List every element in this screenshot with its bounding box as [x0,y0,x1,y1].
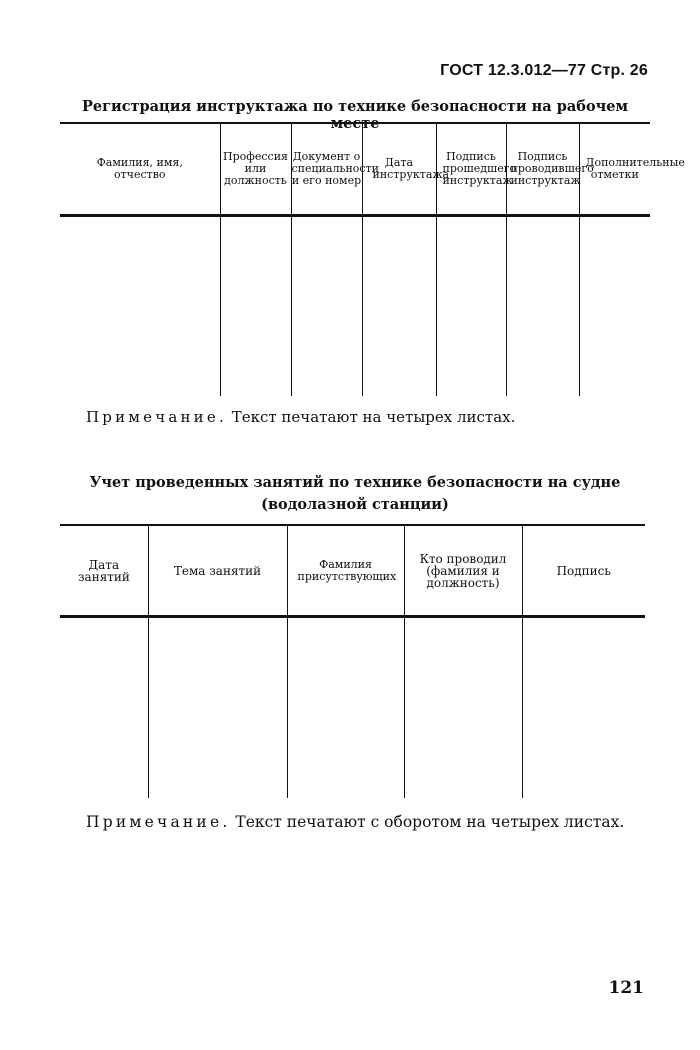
training-sessions-table [60,524,645,798]
column-header: Тема занятий [148,525,287,616]
page-number: 121 [608,978,644,998]
column-header: Кто проводил (фамилия и должность) [404,525,522,616]
column-header: Подпись проводившего инструктаж [506,123,579,215]
column-header: Дата инструктажа [362,123,436,215]
instruction-register-table [60,122,685,396]
column-header: Профессия или должность [220,123,291,215]
column-header: Фамилия, имя, отчество [60,123,220,215]
note-text: Текст печатают с оборотом на четырех листах. [230,813,625,831]
document-code: ГОСТ 12.3.012—77 Стр. 26 [440,62,648,79]
table-body-row [60,220,650,396]
table1-note [86,408,515,426]
table2-title-line2: (водолазной станции) [261,496,449,513]
note-lead: Примечание. [86,813,231,831]
table1-title: Регистрация инструктажа по технике безопасности на рабочем месте [81,98,629,132]
note-lead: Примечание. [86,408,227,426]
table-body-row [60,621,645,798]
note-text: Текст печатают на четырех листах. [226,408,516,426]
column-header: Дата занятий [60,525,148,616]
column-header: Подпись прошедшего инструктаж [436,123,506,215]
table2-title [60,472,650,516]
column-header: Дополнительные отметки [579,123,650,215]
column-header: Подпись [522,525,645,616]
table2-title-line1: Учет проведенных занятий по технике безопасности на судне [89,474,621,491]
column-header: Фамилия присутствующих [287,525,404,616]
table2-note [86,813,624,831]
column-header: Документ о специальности и его номер [291,123,362,215]
